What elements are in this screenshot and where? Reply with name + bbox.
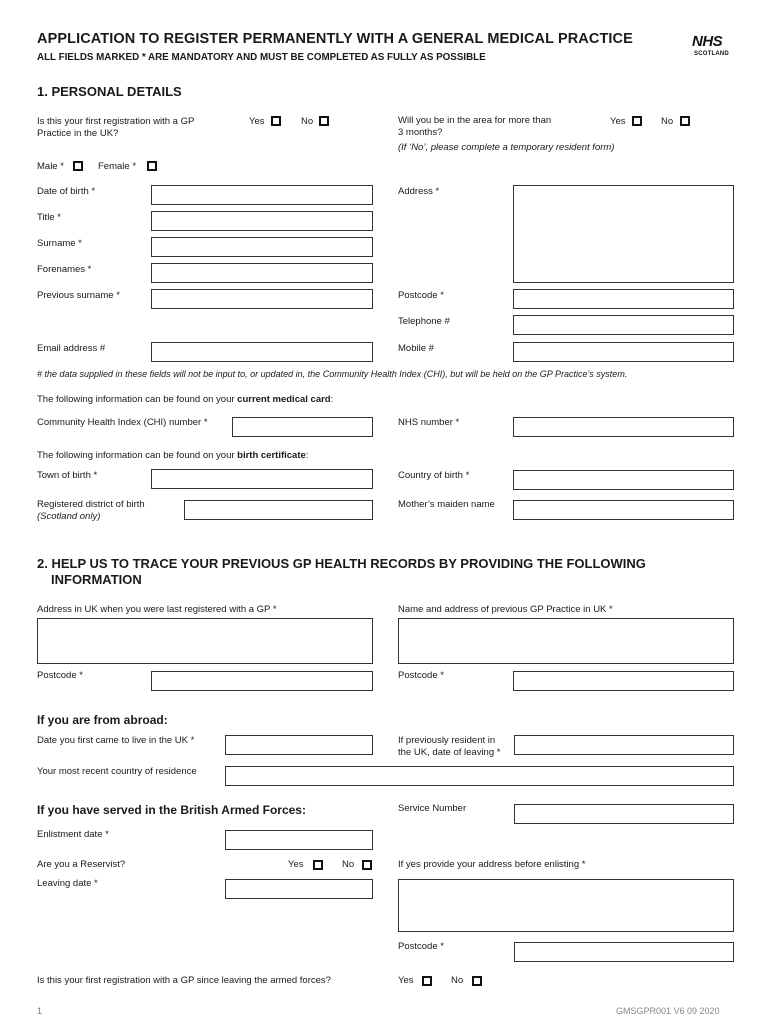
scotland-only-label: (Scotland only) xyxy=(37,511,101,522)
medical-card-note-bold: current medical card xyxy=(237,394,331,405)
medical-card-note xyxy=(37,394,333,406)
mothers-maiden-name-label: Mother’s maiden name xyxy=(398,499,495,510)
nhs-scotland-logo xyxy=(692,34,732,58)
first-reg-since-yes-checkbox[interactable] xyxy=(422,976,432,986)
town-of-birth-field[interactable] xyxy=(151,469,373,489)
previous-surname-field[interactable] xyxy=(151,289,373,309)
page-number: 1 xyxy=(37,1006,43,1016)
registered-district-label: Registered district of birth xyxy=(37,499,145,510)
first-reg-yes-checkbox[interactable] xyxy=(271,116,281,126)
form-title: APPLICATION TO REGISTER PERMANENTLY WITH A GENERAL MEDICAL PRACTICE xyxy=(37,31,633,47)
date-leaving-label: If previously resident in the UK, date of leaving * xyxy=(398,735,501,758)
uk-postcode-field[interactable] xyxy=(151,671,373,691)
area-no-label: No xyxy=(661,116,674,127)
female-checkbox[interactable] xyxy=(147,161,157,171)
chi-number-field[interactable] xyxy=(232,417,373,437)
title-field[interactable] xyxy=(151,211,373,231)
forenames-field[interactable] xyxy=(151,263,373,283)
previous-practice-field[interactable] xyxy=(398,618,734,664)
area-yes-checkbox[interactable] xyxy=(632,116,642,126)
section-1-heading: 1. PERSONAL DETAILS xyxy=(37,84,182,99)
hash-note: # the data supplied in these fields will not be input to, or updated in, the Community Health Index (CHI), but will be held on the GP Practice’s system. xyxy=(37,369,628,379)
abroad-heading: If you are from abroad: xyxy=(37,713,168,727)
female-label: Female * xyxy=(98,161,137,172)
logo-sub-text: SCOTLAND xyxy=(694,51,729,57)
reservist-yes-label: Yes xyxy=(288,859,304,870)
medical-card-note-pre: The following information can be found on your xyxy=(37,394,238,405)
first-reg-no-label: No xyxy=(301,116,314,127)
surname-label: Surname * xyxy=(37,238,82,249)
section-2-heading-line2: INFORMATION xyxy=(51,572,142,587)
address-label: Address * xyxy=(398,186,440,197)
mobile-label: Mobile # xyxy=(398,343,434,354)
leaving-date-label: Leaving date * xyxy=(37,878,98,889)
enlistment-date-field[interactable] xyxy=(225,830,373,850)
email-field[interactable] xyxy=(151,342,373,362)
postcode-label: Postcode * xyxy=(398,290,444,301)
uk-address-label: Address in UK when you were last registered with a GP * xyxy=(37,604,277,615)
previous-practice-postcode-label: Postcode * xyxy=(398,670,444,681)
form-code: GMSGPR001 V6 09 2020 xyxy=(616,1006,720,1016)
forces-postcode-field[interactable] xyxy=(514,942,734,962)
first-reg-since-forces-question: Is this your first registration with a GP since leaving the armed forces? xyxy=(37,975,331,986)
leaving-date-field[interactable] xyxy=(225,879,373,899)
dob-label: Date of birth * xyxy=(37,186,96,197)
area-yes-label: Yes xyxy=(610,116,626,127)
area-no-checkbox[interactable] xyxy=(680,116,690,126)
first-reg-since-yes-label: Yes xyxy=(398,975,414,986)
logo-main-text: NHS xyxy=(692,33,723,50)
date-came-field[interactable] xyxy=(225,735,373,755)
medical-card-note-post: : xyxy=(330,394,334,405)
forenames-label: Forenames * xyxy=(37,264,92,275)
reservist-no-label: No xyxy=(342,859,355,870)
town-of-birth-label: Town of birth * xyxy=(37,470,98,481)
previous-practice-postcode-field[interactable] xyxy=(513,671,734,691)
birth-certificate-note-post: : xyxy=(305,450,309,461)
date-came-label: Date you first came to live in the UK * xyxy=(37,735,195,746)
previous-practice-label: Name and address of previous GP Practice in UK * xyxy=(398,604,613,615)
area-note: (If ‘No’, please complete a temporary resident form) xyxy=(398,142,615,153)
reservist-yes-checkbox[interactable] xyxy=(313,860,323,870)
date-leaving-field[interactable] xyxy=(514,735,734,755)
first-reg-since-no-checkbox[interactable] xyxy=(472,976,482,986)
reservist-no-checkbox[interactable] xyxy=(362,860,372,870)
telephone-label: Telephone # xyxy=(398,316,450,327)
service-number-label: Service Number xyxy=(398,803,467,814)
first-registration-question: Is this your first registration with a GP Practice in the UK? xyxy=(37,116,195,139)
country-of-birth-field[interactable] xyxy=(513,470,734,490)
nhs-number-label: NHS number * xyxy=(398,417,460,428)
recent-country-field[interactable] xyxy=(225,766,734,786)
birth-certificate-note-bold: birth certificate xyxy=(237,450,306,461)
armed-forces-heading: If you have served in the British Armed Forces: xyxy=(37,803,306,817)
address-before-enlisting-field[interactable] xyxy=(398,879,734,932)
nhs-number-field[interactable] xyxy=(513,417,734,437)
birth-certificate-note-pre: The following information can be found on your xyxy=(37,450,238,461)
first-reg-since-no-label: No xyxy=(451,975,464,986)
postcode-field[interactable] xyxy=(513,289,734,309)
address-before-enlisting-label: If yes provide your address before enlisting * xyxy=(398,859,586,870)
country-of-birth-label: Country of birth * xyxy=(398,470,470,481)
section-2-heading-line1: 2. HELP US TO TRACE YOUR PREVIOUS GP HEALTH RECORDS BY PROVIDING THE FOLLOWING xyxy=(37,556,646,571)
birth-certificate-note xyxy=(37,450,308,462)
reservist-question: Are you a Reservist? xyxy=(37,859,126,870)
form-subtitle: ALL FIELDS MARKED * ARE MANDATORY AND MUST BE COMPLETED AS FULLY AS POSSIBLE xyxy=(37,52,486,63)
forces-postcode-label: Postcode * xyxy=(398,941,444,952)
chi-number-label: Community Health Index (CHI) number * xyxy=(37,417,208,428)
service-number-field[interactable] xyxy=(514,804,734,824)
uk-address-field[interactable] xyxy=(37,618,373,664)
mothers-maiden-name-field[interactable] xyxy=(513,500,734,520)
registered-district-field[interactable] xyxy=(184,500,373,520)
dob-field[interactable] xyxy=(151,185,373,205)
telephone-field[interactable] xyxy=(513,315,734,335)
male-label: Male * xyxy=(37,161,64,172)
title-label: Title * xyxy=(37,212,61,223)
enlistment-date-label: Enlistment date * xyxy=(37,829,109,840)
male-checkbox[interactable] xyxy=(73,161,83,171)
mobile-field[interactable] xyxy=(513,342,734,362)
first-reg-no-checkbox[interactable] xyxy=(319,116,329,126)
first-reg-yes-label: Yes xyxy=(249,116,265,127)
uk-postcode-label: Postcode * xyxy=(37,670,83,681)
surname-field[interactable] xyxy=(151,237,373,257)
previous-surname-label: Previous surname * xyxy=(37,290,120,301)
area-question: Will you be in the area for more than 3 months? xyxy=(398,115,552,138)
email-label: Email address # xyxy=(37,343,106,354)
recent-country-label: Your most recent country of residence xyxy=(37,766,197,777)
address-field[interactable] xyxy=(513,185,734,283)
